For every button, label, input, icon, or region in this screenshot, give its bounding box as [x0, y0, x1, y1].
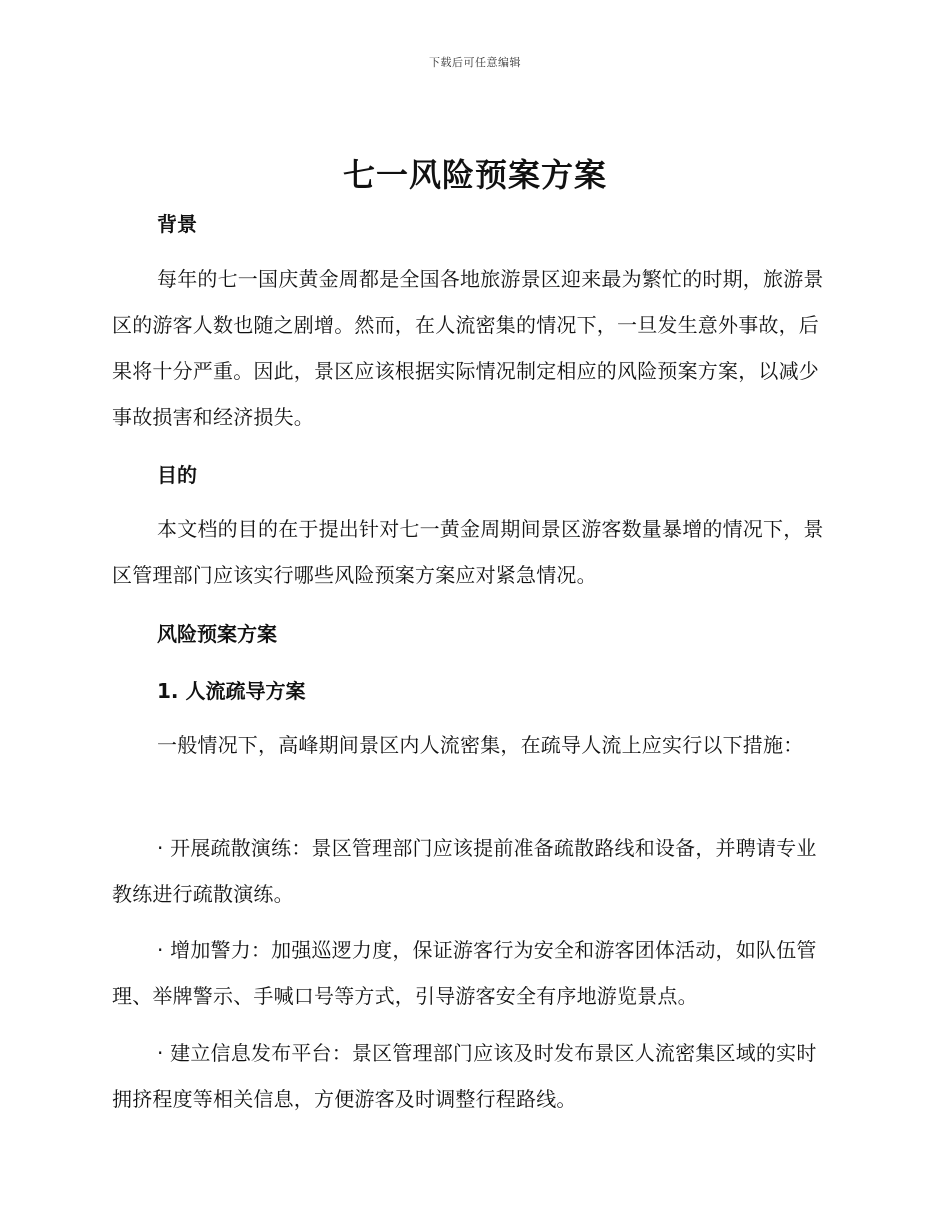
- section-heading-plan: 风险预案方案: [157, 622, 277, 646]
- subsection-heading-crowd-guidance: 1. 人流疏导方案: [157, 679, 306, 703]
- bullet-item-police-force: · 增加警力：加强巡逻力度，保证游客行为安全和游客团体活动，如队伍管理、举牌警示、手喊口号等方式，引导游客安全有序地游览景点。: [112, 938, 817, 1008]
- paragraph-purpose: 本文档的目的在于提出针对七一黄金周期间景区游客数量暴增的情况下，景区管理部门应该实行哪些风险预案方案应对紧急情况。: [112, 517, 824, 587]
- paragraph-crowd-intro: 一般情况下，高峰期间景区内人流密集，在疏导人流上应实行以下措施：: [157, 733, 804, 757]
- section-heading-purpose: 目的: [157, 463, 197, 487]
- header-note: 下载后可任意编辑: [429, 56, 521, 69]
- bullet-item-info-platform: · 建立信息发布平台：景区管理部门应该及时发布景区人流密集区域的实时拥挤程度等相关信息，方便游客及时调整行程路线。: [112, 1041, 817, 1111]
- bullet-item-evacuation-drill: · 开展疏散演练：景区管理部门应该提前准备疏散路线和设备，并聘请专业教练进行疏散演练。: [112, 836, 817, 906]
- document-title: 七一风险预案方案: [342, 156, 607, 194]
- paragraph-background: 每年的七一国庆黄金周都是全国各地旅游景区迎来最为繁忙的时期，旅游景区的游客人数也随之剧增。然而，在人流密集的情况下，一旦发生意外事故，后果将十分严重。因此，景区应该根据实际情况制定相应的风险预案方案，以减少事故损害和经济损失。: [112, 267, 824, 429]
- section-heading-background: 背景: [157, 212, 197, 236]
